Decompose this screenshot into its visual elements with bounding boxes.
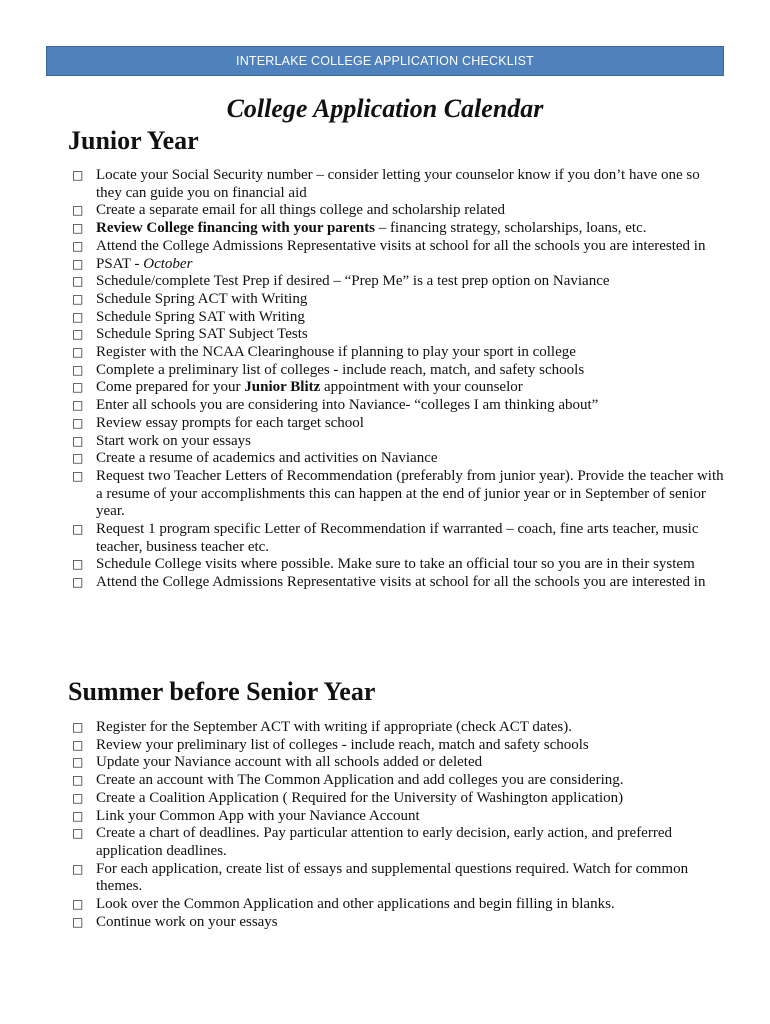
checkbox-icon[interactable]: □ [72, 433, 84, 448]
checklist-item [68, 754, 728, 772]
item-text: Complete a preliminary list of colleges - include reach, match, and safety schools [96, 361, 585, 378]
checkbox-icon[interactable]: □ [72, 557, 84, 572]
item-text: Create a chart of deadlines. Pay particular attention to early decision, early action, and preferred application deadlines. [96, 825, 672, 859]
checkbox-icon[interactable]: □ [72, 826, 84, 841]
checkbox-icon[interactable]: □ [72, 291, 84, 306]
checklist-item [68, 556, 728, 574]
item-text: Request two Teacher Letters of Recommendation (preferably from junior year). Provide the teacher with a resume of your accomplishments this can happen at the end of junior year or in September of senior year. [96, 467, 724, 520]
item-text: Continue work on your essays [96, 913, 278, 930]
checkbox-icon[interactable]: □ [72, 221, 84, 236]
checklist-item [68, 808, 728, 826]
checklist-item [68, 433, 728, 451]
item-text: Request 1 program specific Letter of Recommendation if warranted – coach, fine arts teacher, music teacher, business teacher etc. [96, 521, 699, 555]
item-text: Schedule Spring SAT Subject Tests [96, 326, 308, 343]
item-text-rest: – financing strategy, scholarships, loans, etc. [375, 220, 647, 237]
checklist-item [68, 790, 728, 808]
summer-heading: Summer before Senior Year [68, 677, 376, 706]
checkbox-icon[interactable]: □ [72, 522, 84, 537]
checkbox-icon[interactable]: □ [72, 380, 84, 395]
checklist-item [68, 238, 728, 256]
checkbox-icon[interactable]: □ [72, 808, 84, 823]
checkbox-icon[interactable]: □ [72, 415, 84, 430]
checkbox-icon[interactable]: □ [72, 327, 84, 342]
item-text: Schedule/complete Test Prep if desired – “Prep Me” is a test prep option on Naviance [96, 273, 610, 290]
checklist-item [68, 256, 728, 274]
checkbox-icon[interactable]: □ [72, 790, 84, 805]
checklist-item [68, 896, 728, 914]
checkbox-icon[interactable]: □ [72, 575, 84, 590]
junior-year-checklist [68, 167, 728, 592]
checklist-item [68, 574, 728, 592]
checklist-item [68, 291, 728, 309]
checklist-item [68, 825, 728, 860]
item-text: Schedule Spring ACT with Writing [96, 290, 308, 307]
checklist-item [68, 468, 728, 521]
checkbox-icon[interactable]: □ [72, 720, 84, 734]
checkbox-icon[interactable]: □ [72, 755, 84, 770]
item-text: Schedule College visits where possible. Make sure to take an official tour so you are in their system [96, 556, 695, 573]
item-text: Update your Naviance account with all schools added or deleted [96, 754, 483, 771]
checklist-item [68, 379, 728, 397]
item-text: Come prepared for your [96, 379, 245, 396]
item-text: Register for the September ACT with writing if appropriate (check ACT dates). [96, 719, 572, 735]
checklist-item [68, 202, 728, 220]
checkbox-icon[interactable]: □ [72, 398, 84, 413]
item-bold-text: Review College financing with your parents [96, 220, 376, 237]
checklist-item [68, 521, 728, 556]
checklist-item [68, 397, 728, 415]
header-text: INTERLAKE COLLEGE APPLICATION CHECKLIST [236, 54, 534, 68]
item-text: Link your Common App with your Naviance Account [96, 807, 420, 824]
item-text: Create a Coalition Application ( Required for the University of Washington application) [96, 789, 624, 806]
checkbox-icon[interactable]: □ [72, 309, 84, 324]
checkbox-icon[interactable]: □ [72, 274, 84, 289]
item-text: Review essay prompts for each target school [96, 414, 364, 431]
item-text: Attend the College Admissions Representative visits at school for all the schools you are interested in [96, 574, 706, 591]
item-text: Register with the NCAA Clearinghouse if planning to play your sport in college [96, 344, 576, 361]
checkbox-icon[interactable]: □ [72, 914, 84, 929]
checkbox-icon[interactable]: □ [72, 256, 84, 271]
checkbox-icon[interactable]: □ [72, 238, 84, 253]
item-italic-text: October [143, 255, 193, 272]
checklist-item [68, 273, 728, 291]
header-banner [46, 46, 724, 76]
checkbox-icon[interactable]: □ [72, 897, 84, 912]
checklist-item [68, 861, 728, 896]
item-text: Attend the College Admissions Representative visits at school for all the schools you are interested in [96, 237, 706, 254]
checkbox-icon[interactable]: □ [72, 362, 84, 377]
checkbox-icon[interactable]: □ [72, 773, 84, 788]
item-text: For each application, create list of essays and supplemental questions required. Watch for common themes. [96, 860, 689, 895]
checklist-item [68, 737, 728, 755]
item-text: Create a resume of academics and activities on Naviance [96, 450, 438, 467]
checklist-item [68, 914, 728, 932]
checklist-item [68, 309, 728, 327]
item-text: Locate your Social Security number – consider letting your counselor know if you don’t have one so they can guide you on financial aid [96, 167, 700, 201]
checkbox-icon[interactable]: □ [72, 737, 84, 752]
item-text: Look over the Common Application and other applications and begin filling in blanks. [96, 896, 615, 913]
checklist-item [68, 220, 728, 238]
item-text: PSAT - [96, 255, 144, 272]
summer-checklist [68, 719, 728, 931]
checklist-item [68, 450, 728, 468]
checklist-item [68, 167, 728, 202]
checkbox-icon[interactable]: □ [72, 861, 84, 876]
checklist-item [68, 719, 728, 737]
checkbox-icon[interactable]: □ [72, 345, 84, 360]
checklist-item [68, 772, 728, 790]
page-title: College Application Calendar [226, 94, 544, 123]
item-text: Review your preliminary list of colleges - include reach, match and safety schools [96, 736, 589, 753]
checklist-item [68, 362, 728, 380]
item-text: Schedule Spring SAT with Writing [96, 308, 305, 325]
checklist-item [68, 415, 728, 433]
checkbox-icon[interactable]: □ [72, 451, 84, 466]
item-text-rest: appointment with your counselor [320, 379, 523, 396]
checkbox-icon[interactable]: □ [72, 468, 84, 483]
checklist-item [68, 344, 728, 362]
item-text: Enter all schools you are considering into Naviance- “colleges I am thinking about” [96, 397, 599, 414]
checkbox-icon[interactable]: □ [72, 203, 84, 218]
checkbox-icon[interactable]: □ [72, 168, 84, 182]
item-bold-text: Junior Blitz [244, 379, 321, 396]
junior-year-heading: Junior Year [68, 126, 199, 155]
item-text: Start work on your essays [96, 432, 251, 449]
checklist-item [68, 326, 728, 344]
item-text: Create an account with The Common Application and add colleges you are considering. [96, 772, 624, 789]
item-text: Create a separate email for all things college and scholarship related [96, 202, 505, 219]
